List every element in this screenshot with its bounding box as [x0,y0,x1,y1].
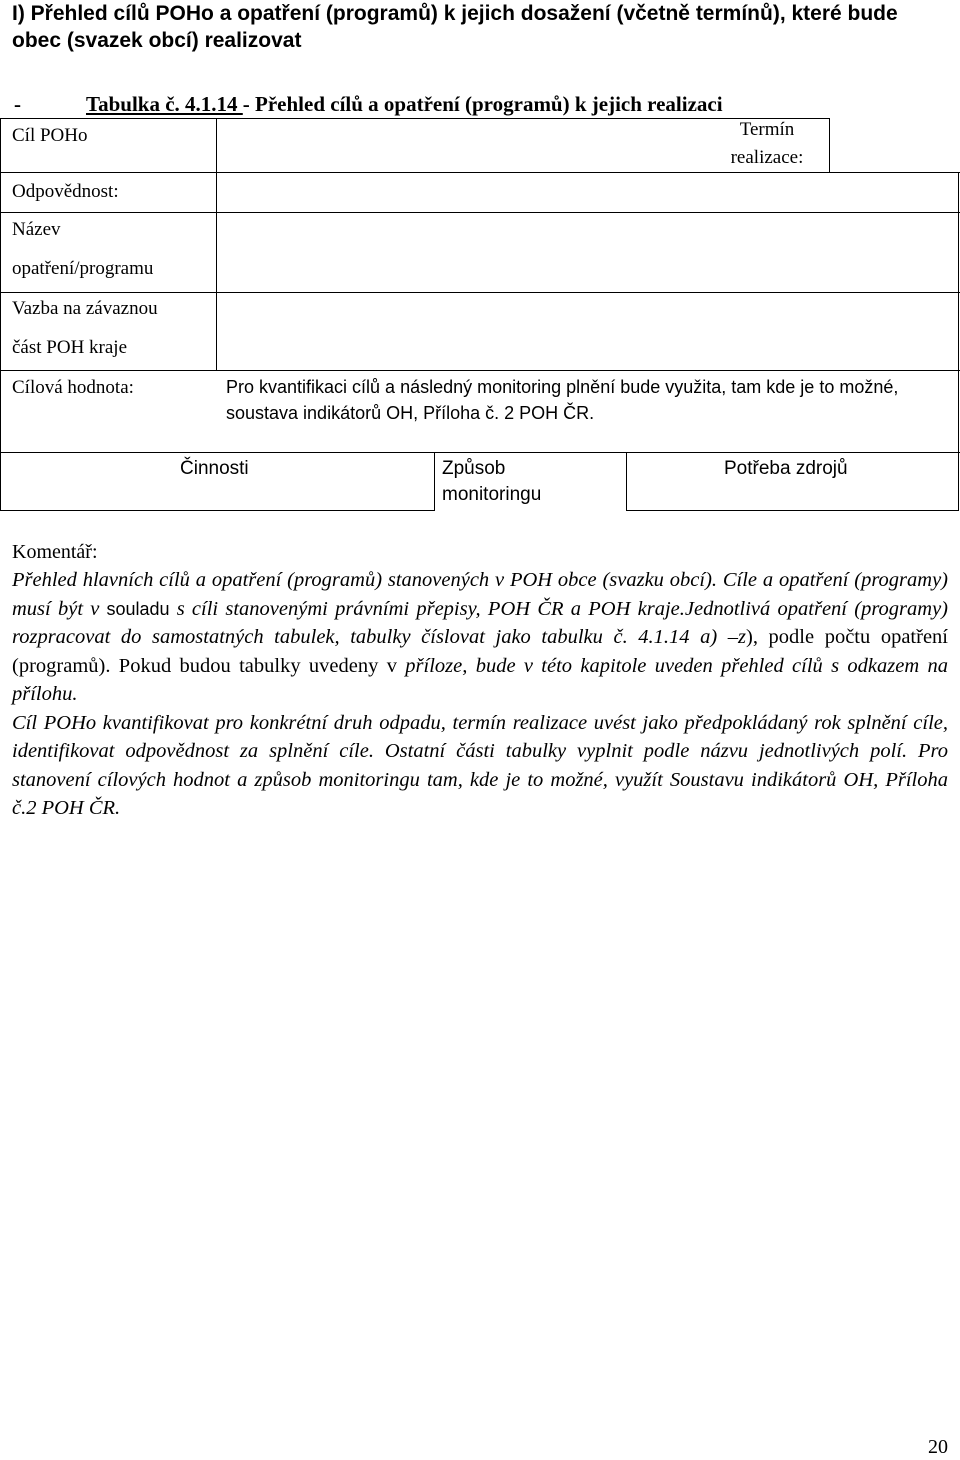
measure-name-line2: opatření/programu [12,258,154,279]
binding-line1: Vazba na závaznou [12,298,158,319]
term-label [707,116,827,172]
comment-text-2: souladu [99,598,177,619]
binding-line2: část POH kraje [12,337,128,358]
page-number: 20 [928,1436,948,1458]
table-border [434,452,435,511]
target-note: Pro kvantifikaci cílů a následný monitoring plnění bude využita, tam kde je to možné, soustava indikátorů OH, Příloha č. 2 POH ČR. [226,377,899,423]
goal-label: Cíl POHo [12,125,88,146]
term-label-line2: realizace: [730,147,804,168]
caption-title: - Přehled cílů a opatření (programů) k jejich realizaci [242,92,723,116]
comment-text-4: ), podle počtu opatření (programů). Pokud budou tabulky uvedeny v [12,626,948,677]
column-monitoring-line2: monitoringu [442,484,542,505]
table-border [0,510,435,511]
table-border [0,118,830,119]
measure-name-line1: Název [12,219,61,240]
table-border [626,452,627,511]
table-border [0,370,960,371]
comment-text-3: s cíli stanovenými právními přepisy, POH ČR a POH kraje.Jednotlivá opatření (programy) rozpracovat do samostatných tabulek, tabulky číslovat jako tabulku č. 4.1.14 a) –z [12,597,948,648]
column-resources: Potřeba zdrojů [724,458,848,479]
comment-text-1: Přehled hlavních cílů a opatření (programů) stanovených v POH obce (svazku obcí). Cíle a opatření (programy) musí být v [12,569,948,620]
comment-label: Komentář: [12,541,98,563]
comment-body [12,566,948,823]
table-border [0,172,960,173]
table-border [626,510,958,511]
table-border [0,452,960,453]
binding-label [12,289,158,367]
table-border [0,118,1,511]
comment-paragraph-2: Cíl POHo kvantifikovat pro konkrétní druh odpadu, termín realizace uvést jako předpokládaný rok splnění cíle, identifikovat odpovědnost za splnění cíle. Ostatní části tabulky vyplnit podle názvu jednotlivých polí. Pro stanovení cílových hodnot a způsob monitoringu tam, kde je to možné, využít Soustavu indikátorů OH, Příloha č.2 POH ČR. [12,711,948,819]
table-border [829,118,830,172]
responsibility-label: Odpovědnost: [12,181,119,202]
column-monitoring-line1: Způsob [442,458,506,479]
section-heading: I) Přehled cílů POHo a opatření (programů) k jejich dosažení (včetně termínů), které bude obec (svazek obcí) realizovat [12,2,898,52]
table-border [216,118,217,371]
target-label: Cílová hodnota: [12,377,134,398]
column-activities: Činnosti [180,458,249,479]
measure-name-label [12,210,153,288]
comment-text-5: příloze, bude v této kapitole uveden přehled cílů s odkazem na přílohu. [12,654,948,705]
column-monitoring [442,456,541,508]
table-caption [14,90,723,118]
term-label-line1: Termín [739,119,795,140]
table-border [958,172,959,511]
caption-table-number: Tabulka č. 4.1.14 [86,92,243,116]
caption-dash: - [14,92,21,116]
